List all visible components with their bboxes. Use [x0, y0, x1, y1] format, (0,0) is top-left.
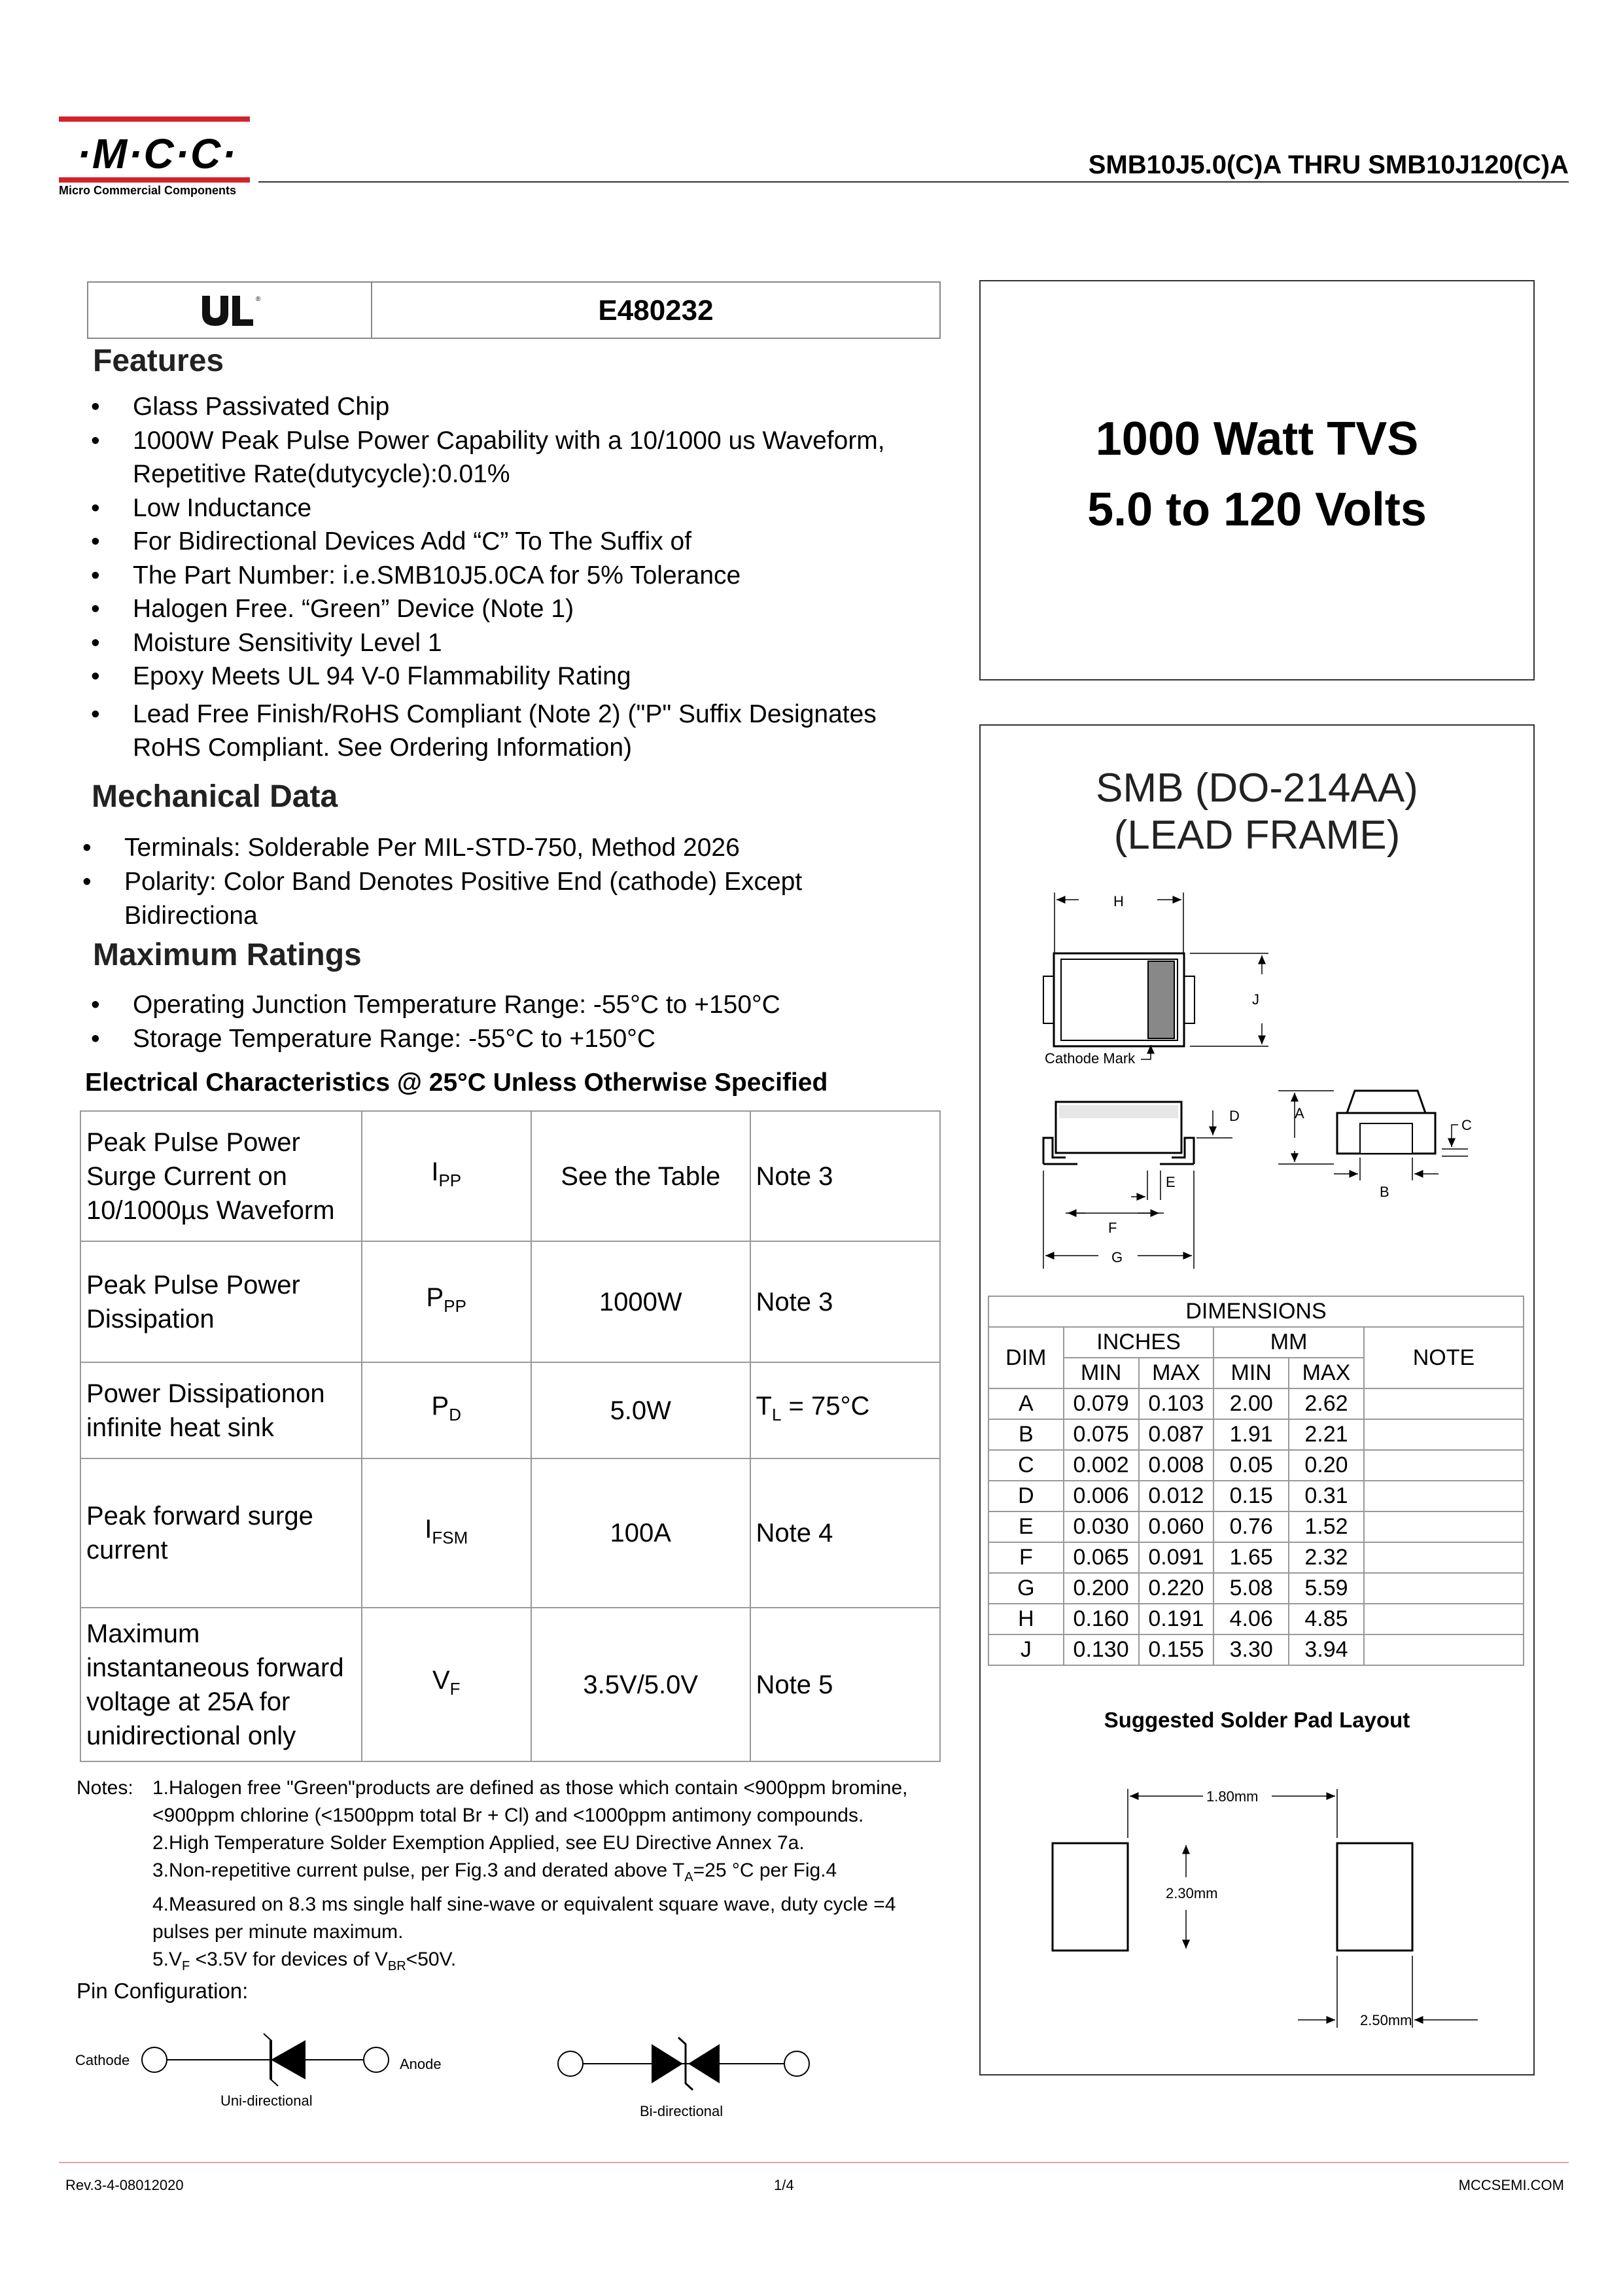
note-text: Note 3: [756, 1161, 833, 1191]
dimension-row: [988, 1542, 1524, 1573]
dimension-row: [988, 1634, 1524, 1665]
pin-configuration-diagram: [65, 2015, 850, 2133]
features-item: [87, 525, 957, 559]
bidirectional-diode-symbol: [558, 2038, 809, 2090]
electrical-row: [80, 1362, 940, 1458]
dim-value: 4.85: [1289, 1604, 1364, 1634]
dimension-row: [988, 1604, 1524, 1634]
cathode-band: [1148, 961, 1174, 1038]
dim-value: 0.103: [1139, 1388, 1214, 1419]
dim-value: 2.21: [1289, 1419, 1364, 1450]
value-cell: 1000W: [531, 1241, 750, 1362]
note-cell: [750, 1241, 940, 1362]
symbol-cell: [362, 1241, 531, 1362]
value-cell: See the Table: [531, 1111, 750, 1241]
dim-label-j: J: [1252, 991, 1259, 1008]
max_ratings-item-line: • Operating Junction Temperature Range: -55°C to +150°C: [133, 991, 780, 1019]
dim-value: 4.06: [1213, 1604, 1289, 1634]
features-list: [87, 390, 957, 765]
dim-value: 0.087: [1139, 1419, 1214, 1450]
max-ratings-list: [87, 988, 957, 1056]
symbol-subscript: D: [449, 1405, 461, 1424]
note-cell: [750, 1608, 940, 1761]
dim-value: 2.62: [1289, 1388, 1364, 1419]
dim-label-d: D: [1229, 1108, 1240, 1124]
dim-letter: J: [988, 1634, 1064, 1665]
dim-value: 3.94: [1289, 1634, 1364, 1665]
max_ratings-item: [87, 1022, 957, 1056]
dimension-row: [988, 1573, 1524, 1604]
value-cell: 100A: [531, 1458, 750, 1608]
note-subscript: L: [771, 1405, 782, 1424]
value-cell: 5.0W: [531, 1362, 750, 1458]
mm-header: MM: [1213, 1327, 1363, 1358]
param-cell: [80, 1608, 362, 1761]
features-item-line: • Low Inductance: [133, 493, 312, 522]
dim-value: 3.30: [1213, 1634, 1289, 1665]
mechanical-item-line: • Polarity: Color Band Denotes Positive End (cathode) Except: [124, 868, 803, 896]
symbol: V: [432, 1666, 450, 1695]
dim-letter: C: [988, 1450, 1064, 1481]
dim-value: 5.08: [1213, 1573, 1289, 1604]
dim-note: [1364, 1481, 1524, 1511]
param-line: Peak forward surge: [86, 1502, 313, 1530]
features-heading: Features: [93, 344, 224, 378]
note-cell: [750, 1458, 940, 1608]
param-line: Maximum: [86, 1619, 200, 1648]
features-item-line: • The Part Number: i.e.SMB10J5.0CA for 5% Tolerance: [133, 561, 741, 590]
logo-top-bar: [59, 116, 250, 122]
logo-text: ·M·C·C·: [77, 130, 237, 177]
dim-letter: E: [988, 1511, 1064, 1542]
rating-box: [979, 280, 1535, 680]
dim-note: [1364, 1511, 1524, 1542]
dim-value: 0.065: [1064, 1542, 1139, 1573]
features-item-line: RoHS Compliant. See Ordering Information): [133, 733, 632, 762]
dim-value: 1.65: [1213, 1542, 1289, 1573]
dim-letter: H: [988, 1604, 1064, 1634]
note-5-sub2: BR: [387, 1959, 406, 1973]
features-item: [87, 698, 957, 765]
dim-note: [1364, 1634, 1524, 1665]
dim-value: 0.030: [1064, 1511, 1139, 1542]
rating-voltage: 5.0 to 120 Volts: [1087, 484, 1427, 536]
dim-value: 0.05: [1213, 1450, 1289, 1481]
features-item-line: • Moisture Sensitivity Level 1: [133, 628, 442, 657]
features-item-line: • Halogen Free. “Green” Device (Note 1): [133, 595, 574, 623]
pad-height-label: 2.30mm: [1166, 1885, 1218, 1901]
electrical-row: [80, 1458, 940, 1608]
note-5b: <3.5V for devices of V: [190, 1949, 388, 1970]
note-3-sub: A: [684, 1870, 693, 1884]
param-cell: [80, 1111, 362, 1241]
svg-text:®: ®: [256, 296, 261, 303]
notes-label: Notes:: [77, 1777, 133, 1799]
cathode-mark-label: Cathode Mark: [1045, 1050, 1136, 1067]
note-3b: =25 °C per Fig.4: [693, 1860, 837, 1881]
note-5: [152, 1946, 964, 1980]
dim-value: 0.002: [1064, 1450, 1139, 1481]
anode-label: Anode: [400, 2056, 442, 2072]
dim-label-a: A: [1295, 1105, 1304, 1122]
dimension-row: [988, 1481, 1524, 1511]
dim-label-h: H: [1113, 893, 1124, 910]
param-line: Power Dissipationon: [86, 1379, 325, 1408]
param-line: Surge Current on: [86, 1161, 287, 1191]
param-cell: [80, 1241, 362, 1362]
solder-pad-left: [1053, 1843, 1128, 1951]
features-item-line: • For Bidirectional Devices Add “C” To The Suffix of: [133, 527, 692, 556]
package-outline-drawing: [981, 876, 1536, 1347]
rating-power: 1000 Watt TVS: [1095, 413, 1419, 465]
dim-value: 0.091: [1139, 1542, 1214, 1573]
dimension-row: [988, 1419, 1524, 1450]
note-5c: <50V.: [406, 1949, 457, 1970]
electrical-row: [80, 1241, 940, 1362]
dim-label-g: G: [1111, 1249, 1123, 1265]
solder-pad-title: Suggested Solder Pad Layout: [1104, 1708, 1410, 1732]
param-line: current: [86, 1536, 168, 1564]
symbol-subscript: PP: [438, 1171, 462, 1190]
note-4a: 4.Measured on 8.3 ms single half sine-wave or equivalent square wave, duty cycle =4: [152, 1894, 896, 1915]
symbol-subscript: FSM: [432, 1527, 468, 1547]
dim-value: 0.15: [1213, 1481, 1289, 1511]
symbol-subscript: F: [449, 1679, 461, 1699]
dim-value: 0.079: [1064, 1388, 1139, 1419]
param-line: instantaneous forward: [86, 1653, 344, 1682]
dim-value: 0.008: [1139, 1450, 1214, 1481]
value-cell: 3.5V/5.0V: [531, 1608, 750, 1761]
dim-value: 0.200: [1064, 1573, 1139, 1604]
features-item-line: • Lead Free Finish/RoHS Compliant (Note 2) ("P" Suffix Designates: [133, 699, 877, 728]
note-5a: 5.V: [152, 1949, 183, 1970]
cathode-label: Cathode: [75, 2052, 130, 2068]
dimension-row: [988, 1511, 1524, 1542]
symbol-cell: [362, 1362, 531, 1458]
footer-revision: Rev.3-4-08012020: [65, 2177, 184, 2193]
header-rule: [258, 181, 1569, 183]
dim-note: [1364, 1573, 1524, 1604]
dim-value: 5.59: [1289, 1573, 1364, 1604]
note-1a: 1.Halogen free "Green"products are defined as those which contain <900ppm bromine,: [152, 1777, 908, 1799]
symbol: P: [426, 1283, 444, 1312]
param-line: infinite heat sink: [86, 1413, 274, 1442]
note-cell: [750, 1362, 940, 1458]
inches-header: INCHES: [1064, 1327, 1214, 1358]
note-text: Note 3: [756, 1287, 833, 1316]
unidirectional-diode-symbol: [142, 2034, 389, 2086]
features-item-line: Repetitive Rate(dutycycle):0.01%: [133, 460, 510, 488]
symbol-cell: [362, 1608, 531, 1761]
dim-note: [1364, 1604, 1524, 1634]
features-item: [87, 559, 957, 593]
max-ratings-heading: Maximum Ratings: [93, 938, 362, 972]
dim-value: 1.91: [1213, 1419, 1289, 1450]
inches-max-header: MAX: [1139, 1358, 1214, 1388]
package-title: SMB (DO-214AA): [1096, 766, 1418, 811]
note-3: [152, 1857, 964, 1891]
note-text: Note 4: [756, 1519, 833, 1547]
mechanical-item: [79, 865, 949, 933]
dim-value: 2.00: [1213, 1388, 1289, 1419]
inches-min-header: MIN: [1064, 1358, 1139, 1388]
features-item: [87, 660, 957, 694]
dim-value: 1.52: [1289, 1511, 1364, 1542]
param-line: Peak Pulse Power: [86, 1270, 300, 1299]
note-header: NOTE: [1364, 1327, 1524, 1388]
dim-letter: B: [988, 1419, 1064, 1450]
note-4b: pulses per minute maximum.: [152, 1921, 404, 1943]
param-line: 10/1000µs Waveform: [86, 1195, 335, 1225]
mechanical-heading: Mechanical Data: [92, 779, 338, 814]
note-cell: [750, 1111, 940, 1241]
document-title: SMB10J5.0(C)A THRU SMB10J120(C)A: [1088, 150, 1569, 179]
dimensions-table: [988, 1296, 1524, 1666]
mm-max-header: MAX: [1289, 1358, 1364, 1388]
param-line: Peak Pulse Power: [86, 1127, 300, 1157]
footer-website: MCCSEMI.COM: [1458, 2177, 1564, 2193]
dim-letter: G: [988, 1573, 1064, 1604]
features-item: [87, 626, 957, 660]
dim-note: [1364, 1542, 1524, 1573]
features-item: [87, 491, 957, 525]
features-item-line: • Glass Passivated Chip: [133, 393, 390, 421]
dim-value: 0.220: [1139, 1573, 1214, 1604]
dim-value: 0.31: [1289, 1481, 1364, 1511]
solder-pad-drawing: [981, 1753, 1536, 2054]
note-text: Note 5: [756, 1670, 833, 1699]
param-line: voltage at 25A for: [86, 1687, 290, 1716]
pad-spacing-label: 2.50mm: [1360, 2012, 1412, 2028]
mechanical-item: [79, 831, 949, 865]
symbol: P: [431, 1392, 449, 1421]
logo-bottom-bar: [59, 177, 250, 183]
dimensions-title: DIMENSIONS: [988, 1296, 1524, 1327]
unidirectional-label: Uni-directional: [220, 2093, 313, 2109]
dim-note: [1364, 1419, 1524, 1450]
dim-letter: D: [988, 1481, 1064, 1511]
dim-letter: F: [988, 1542, 1064, 1573]
mechanical-item-line: • Terminals: Solderable Per MIL-STD-750, Method 2026: [124, 834, 740, 862]
electrical-row: [80, 1111, 940, 1241]
footer-page-number: 1/4: [774, 2177, 794, 2193]
note-tail: = 75°C: [781, 1392, 870, 1421]
dim-value: 2.32: [1289, 1542, 1364, 1573]
electrical-table: [80, 1110, 941, 1762]
dim-value: 0.191: [1139, 1604, 1214, 1634]
note-text: T: [756, 1392, 772, 1421]
certification-box: [87, 281, 941, 339]
solder-pad-right: [1337, 1843, 1412, 1951]
company-logo: [59, 116, 255, 198]
dim-label-c: C: [1461, 1117, 1472, 1133]
dim-value: 0.060: [1139, 1511, 1214, 1542]
symbol-cell: [362, 1111, 531, 1241]
dim-value: 0.130: [1064, 1634, 1139, 1665]
electrical-row: [80, 1608, 940, 1761]
dim-label-b: B: [1380, 1184, 1389, 1200]
package-subtitle: (LEAD FRAME): [1113, 813, 1401, 858]
features-item: [87, 592, 957, 626]
ul-recognized-icon: [198, 292, 264, 328]
symbol: I: [431, 1157, 439, 1186]
features-item-line: • 1000W Peak Pulse Power Capability with a 10/1000 us Waveform,: [133, 426, 885, 455]
dim-value: 0.006: [1064, 1481, 1139, 1511]
symbol-subscript: PP: [444, 1296, 466, 1316]
symbol: I: [425, 1514, 432, 1544]
param-line: unidirectional only: [86, 1721, 296, 1750]
dim-note: [1364, 1450, 1524, 1481]
dim-label-e: E: [1166, 1174, 1176, 1190]
features-item: [87, 390, 957, 424]
dim-note: [1364, 1388, 1524, 1419]
dim-value: 0.012: [1139, 1481, 1214, 1511]
max_ratings-item-line: • Storage Temperature Range: -55°C to +150°C: [133, 1025, 656, 1053]
dim-value: 0.075: [1064, 1419, 1139, 1450]
electrical-heading: Electrical Characteristics @ 25°C Unless Otherwise Specified: [85, 1069, 828, 1097]
dim-value: 0.20: [1289, 1450, 1364, 1481]
bidirectional-label: Bi-directional: [640, 2103, 724, 2119]
dimension-row: [988, 1388, 1524, 1419]
mechanical-list: [79, 831, 949, 933]
certification-number: E480232: [598, 294, 714, 327]
pad-width-label: 1.80mm: [1206, 1788, 1259, 1805]
features-item: [87, 424, 957, 491]
dim-value: 0.160: [1064, 1604, 1139, 1634]
dim-value: 0.155: [1139, 1634, 1214, 1665]
param-line: Dissipation: [86, 1304, 215, 1333]
dimension-row: [988, 1450, 1524, 1481]
param-cell: [80, 1458, 362, 1608]
dim-value: 0.76: [1213, 1511, 1289, 1542]
note-3a: 3.Non-repetitive current pulse, per Fig.3 and derated above T: [152, 1860, 685, 1881]
dim-header: DIM: [988, 1327, 1064, 1388]
features-item-line: • Epoxy Meets UL 94 V-0 Flammability Rating: [133, 662, 631, 690]
note-1b: <900ppm chlorine (<1500ppm total Br + Cl) and <1000ppm antimony compounds.: [152, 1805, 864, 1826]
footer-rule: [59, 2162, 1569, 2163]
max_ratings-item: [87, 988, 957, 1022]
mechanical-item-line: Bidirectiona: [124, 902, 258, 930]
dim-label-f: F: [1108, 1220, 1117, 1236]
logo-subtitle: Micro Commercial Components: [59, 184, 237, 197]
note-2: 2.High Temperature Solder Exemption Applied, see EU Directive Annex 7a.: [152, 1832, 805, 1854]
dim-letter: A: [988, 1388, 1064, 1419]
pin-config-title: Pin Configuration:: [77, 1979, 249, 2003]
mm-min-header: MIN: [1213, 1358, 1289, 1388]
symbol-cell: [362, 1458, 531, 1608]
note-5-sub1: F: [182, 1959, 190, 1973]
param-cell: [80, 1362, 362, 1458]
